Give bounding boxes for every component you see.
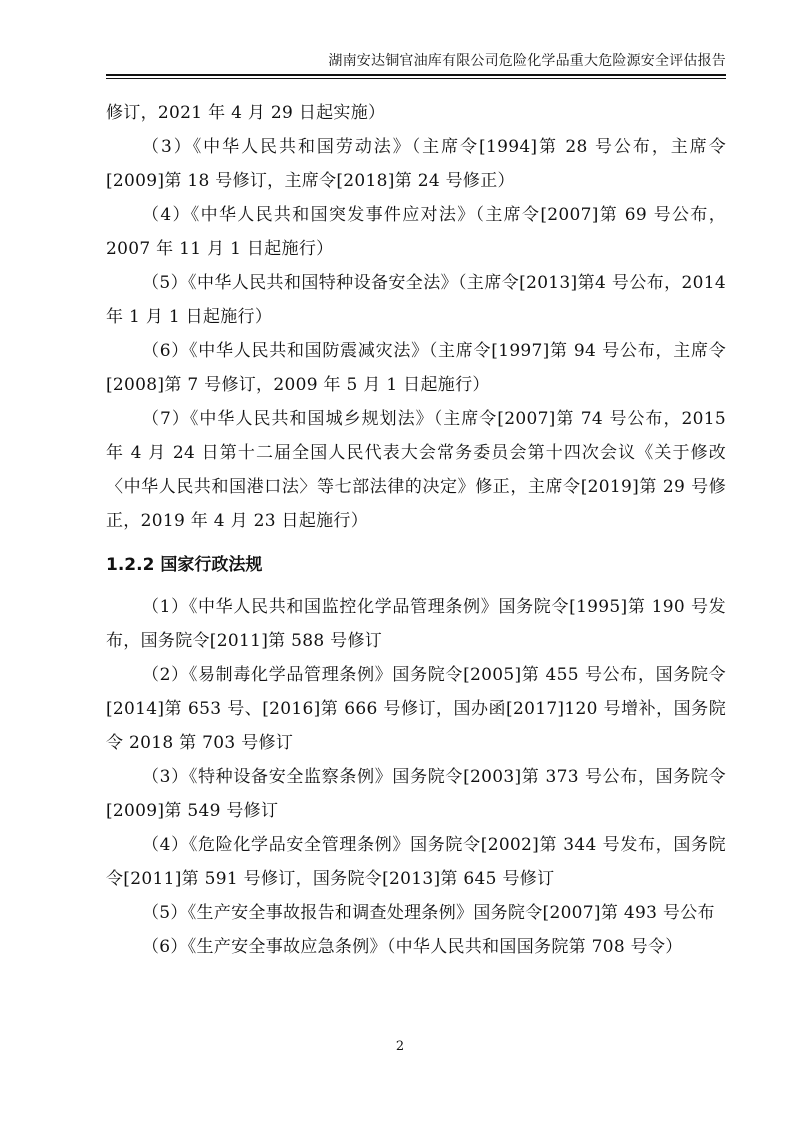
running-header: 湖南安达铜官油库有限公司危险化学品重大危险源安全评估报告 xyxy=(328,53,726,69)
page-number: 2 xyxy=(395,1039,405,1054)
header-rule-thin xyxy=(106,78,726,79)
law-item-7: （7）《中华人民共和国城乡规划法》（主席令[2007]第 74 号公布，2015 年 4 月 24 日第十二届全国人民代表大会常务委员会第十四次会议《关于修改〈中华人民共和国港口法〉等七部法律的决定》修正，主席令[2019]第 29 号修正，2019 年 4 月 23 日起施行） xyxy=(106,409,726,531)
law-item-6: （6）《中华人民共和国防震减灾法》（主席令[1997]第 94 号公布，主席令[2008]第 7 号修订，2009 年 5 月 1 日起施行） xyxy=(106,341,726,395)
page-body xyxy=(106,96,726,964)
section-heading: 1.2.2 国家行政法规 xyxy=(106,555,263,575)
regulation-item-5: （5）《生产安全事故报告和调查处理条例》国务院令[2007]第 493 号公布 xyxy=(142,903,715,923)
continued-paragraph: 修订，2021 年 4 月 29 日起实施） xyxy=(106,103,386,123)
regulation-item-1: （1）《中华人民共和国监控化学品管理条例》国务院令[1995]第 190 号发布，国务院令[2011]第 588 号修订 xyxy=(106,597,726,651)
regulation-item-2: （2）《易制毒化学品管理条例》国务院令[2005]第 455 号公布，国务院令[2014]第 653 号、[2016]第 666 号修订，国办函[2017]120 号增补，国务院令 2018 第 703 号修订 xyxy=(106,665,726,753)
regulation-item-3: （3）《特种设备安全监察条例》国务院令[2003]第 373 号公布，国务院令[2009]第 549 号修订 xyxy=(106,767,726,821)
regulation-item-6: （6）《生产安全事故应急条例》（中华人民共和国国务院第 708 号令） xyxy=(142,937,683,957)
regulation-item-4: （4）《危险化学品安全管理条例》国务院令[2002]第 344 号发布，国务院令[2011]第 591 号修订，国务院令[2013]第 645 号修订 xyxy=(106,835,726,889)
law-item-3: （3）《中华人民共和国劳动法》（主席令[1994]第 28 号公布，主席令[2009]第 18 号修订，主席令[2018]第 24 号修正） xyxy=(106,137,726,191)
header-rule-thick xyxy=(106,74,726,76)
law-item-4: （4）《中华人民共和国突发事件应对法》（主席令[2007]第 69 号公布，2007 年 11 月 1 日起施行） xyxy=(106,205,726,259)
law-item-5: （5）《中华人民共和国特种设备安全法》（主席令[2013]第4 号公布，2014 年 1 月 1 日起施行） xyxy=(106,273,726,327)
